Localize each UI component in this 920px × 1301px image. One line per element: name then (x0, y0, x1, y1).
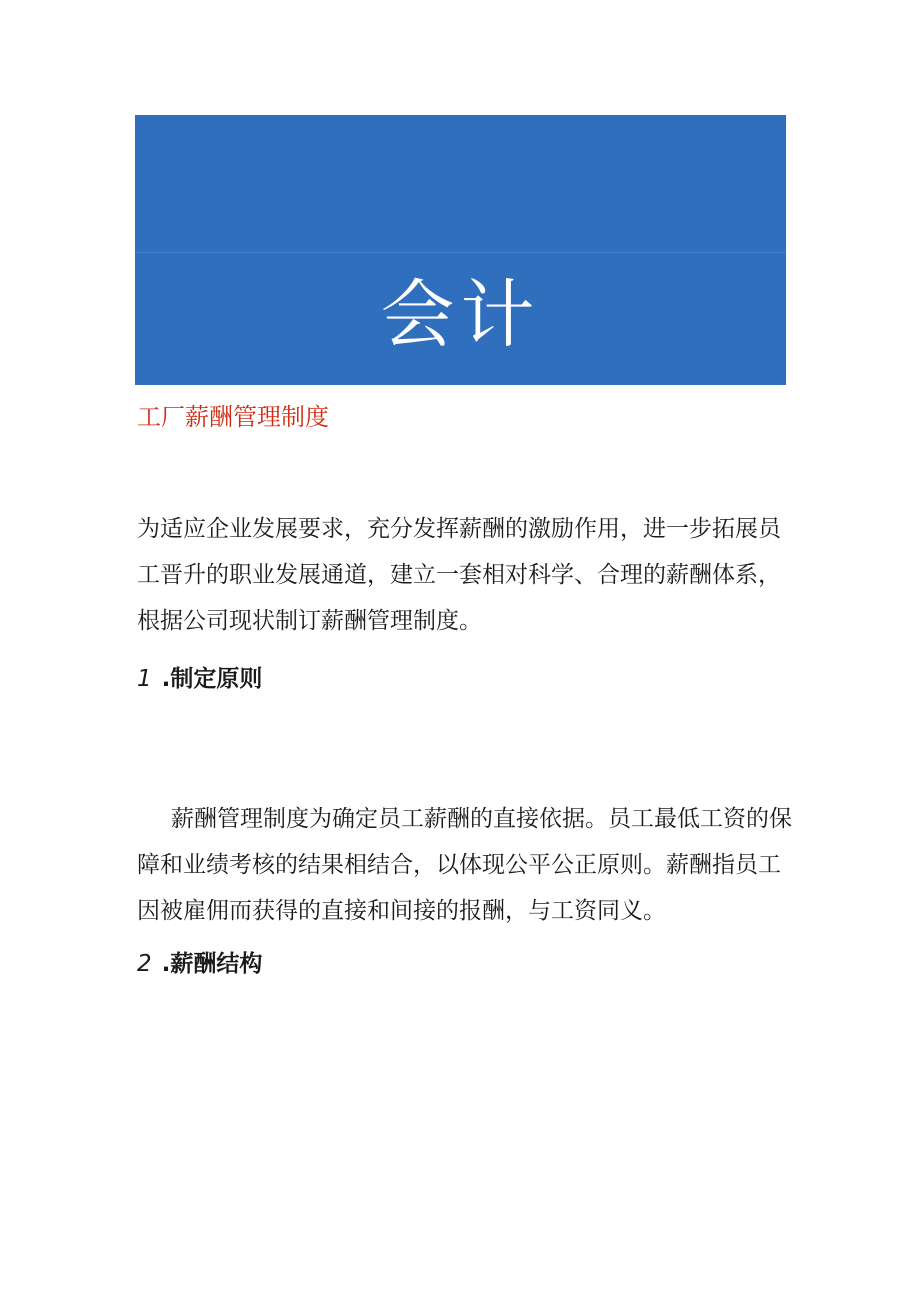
section-heading-1 (137, 663, 262, 695)
section-number-1: 1 (137, 666, 152, 692)
banner-title-line-1: 会计 (380, 272, 541, 358)
section-1-paragraph: 薪酬管理制度为确定员工薪酬的直接依据。员工最低工资的保障和业绩考核的结果相结合，以体现公平公正原则。薪酬指员工因被雇佣而获得的直接和间接的报酬，与工资同义。 (137, 806, 792, 924)
banner-title-line-2: 实务 (380, 387, 541, 473)
banner-divider (135, 252, 786, 253)
section-number-2: 2 (137, 951, 152, 977)
intro-paragraph: 为适应企业发展要求，充分发挥薪酬的激励作用，进一步拓展员工晋升的职业发展通道，建立一套相对科学、合理的薪酬体系，根据公司现状制订薪酬管理制度。 (137, 516, 781, 634)
document-title: 工厂薪酬管理制度 (137, 403, 329, 431)
section-heading-2 (137, 948, 262, 980)
section-title-1: .制定原则 (161, 666, 263, 692)
section-title-2: .薪酬结构 (161, 951, 263, 977)
